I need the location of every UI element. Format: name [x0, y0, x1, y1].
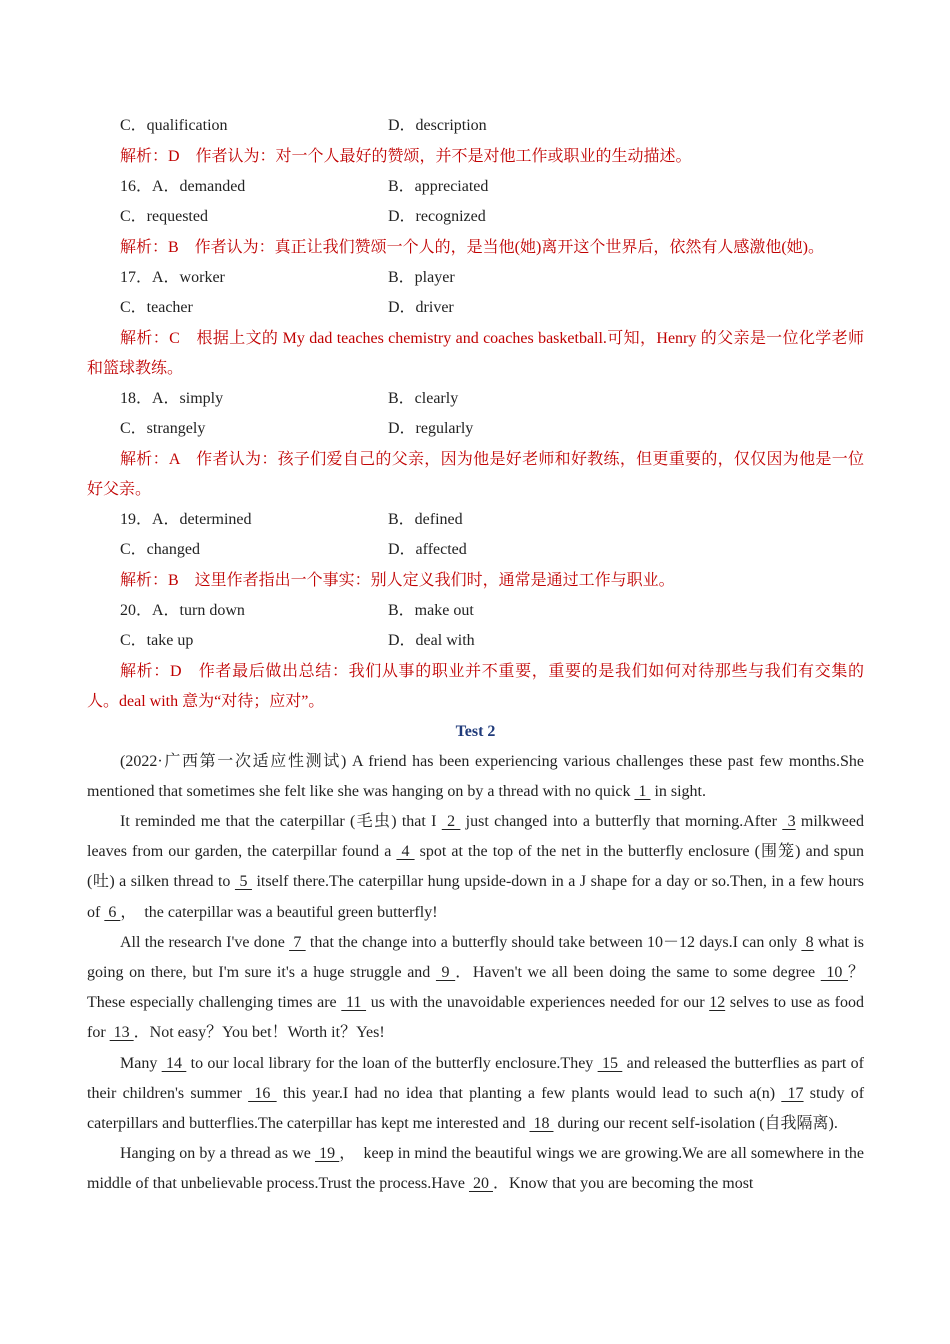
passage-text: during our recent self-isolation (自我隔离). [553, 1114, 838, 1132]
option-19-a: 19．A．determined [120, 510, 252, 528]
options-row-q16-ab [87, 172, 864, 203]
passage-paragraph-1 [87, 747, 864, 807]
passage-text: (2022·广西第一次适应性测试) A friend has been experiencing various challenges these past few months.She mentioned that sometimes she felt like she was hanging on by a thread with no quick [87, 752, 864, 800]
blank-13: 13 [109, 1024, 134, 1042]
passage-text: spot at the top of the net in the butterfly enclosure (围笼) and spun (吐) a silken thread to [87, 843, 864, 891]
option-20-b: B．make out [388, 601, 474, 619]
passage-text: us with the unavoidable experiences needed for our [366, 994, 710, 1012]
option-17-b: B．player [388, 268, 455, 286]
passage-text: ．Not easy？You bet！Worth it？Yes! [133, 1024, 385, 1042]
options-row-q17-ab [87, 263, 864, 294]
passage-text: ， the caterpillar was a beautiful green butterfly! [120, 903, 438, 921]
blank-10: 10 [820, 963, 848, 981]
blank-5: 5 [234, 873, 252, 891]
answer-15: 解析：D 作者认为：对一个人最好的赞颂，并不是对他工作或职业的生动描述。 [120, 147, 692, 165]
options-row-q19-ab [87, 505, 864, 536]
passage-paragraph-4 [87, 1049, 864, 1140]
passage-paragraph-2 [87, 807, 864, 928]
option-18-c: C．strangely [120, 420, 206, 437]
passage-text: ．Know that you are becoming the most [492, 1175, 754, 1193]
options-row-q19-cd [87, 535, 864, 566]
options-row-q20-ab [87, 596, 864, 627]
blank-4: 4 [396, 843, 415, 861]
option-19-c: C．changed [120, 541, 200, 558]
option-16-c: C．requested [120, 208, 208, 225]
test-heading: Test 2 [455, 722, 496, 740]
passage-text: and released the butterflies as part of their children's summer [87, 1054, 865, 1102]
passage-text: to our local library for the loan of the butterfly enclosure.They [186, 1054, 598, 1072]
blank-7: 7 [289, 933, 306, 951]
passage-text: Many [120, 1054, 162, 1072]
blank-2: 2 [441, 812, 461, 830]
passage-text: Hanging on by a thread as we [120, 1145, 315, 1163]
passage-text: that the change into a butterfly should take between 10－12 days.I can only [305, 933, 802, 951]
options-row-q17-cd [87, 293, 864, 324]
passage-text: ？ These especially challenging times are [87, 963, 881, 1012]
answer-19: 解析：B 这里作者指出一个事实：别人定义我们时，通常是通过工作与职业。 [120, 571, 675, 589]
passage-text: It reminded me that the caterpillar (毛虫) that I [120, 812, 442, 830]
blank-17: 17 [781, 1084, 804, 1102]
answer-18: 解析：A 作者认为：孩子们爱自己的父亲，因为他是好老师和好教练，但更重要的，仅仅因为他是一位好父亲。 [87, 450, 864, 498]
option-16-d: D．recognized [388, 208, 486, 225]
options-row-q20-cd [87, 626, 864, 657]
blank-20: 20 [468, 1175, 493, 1193]
blank-6: 6 [104, 903, 121, 921]
document-content [87, 111, 881, 1200]
options-row-q16-cd [87, 202, 864, 233]
passage-text: milkweed leaves from our garden, the caterpillar found a [87, 812, 865, 861]
option-18-d: D．regularly [388, 420, 474, 437]
blank-15: 15 [597, 1054, 623, 1072]
passage-text: itself there.The caterpillar hung upside-down in a J shape for a day or so.Then, in a few hours of [87, 873, 865, 921]
passage-text: in sight. [650, 782, 706, 800]
option-18-b: B．clearly [388, 389, 459, 407]
option-17-a: 17．A．worker [120, 268, 225, 286]
blank-11: 11 [341, 994, 367, 1012]
blank-18: 18 [529, 1114, 554, 1132]
option-19-b: B．defined [388, 510, 463, 528]
options-row-q15-cd [87, 111, 864, 142]
answer-17: 解析：C 根据上文的 My dad teaches chemistry and coaches basketball.可知，Henry 的父亲是一位化学老师和篮球教练。 [87, 329, 864, 377]
blank-1: 1 [634, 782, 651, 800]
passage-text: study of caterpillars and butterflies.The caterpillar has kept me interested and [87, 1084, 865, 1132]
blank-3: 3 [782, 812, 796, 830]
blank-14: 14 [161, 1054, 187, 1072]
options-row-q18-ab [87, 384, 864, 415]
passage-text: what is going on there, but I'm sure it's a huge struggle and [87, 933, 864, 981]
passage-text: ， keep in mind the beautiful wings we are growing.We are all somewhere in the middle of that unbelievable process.Trust the process.Have [87, 1145, 865, 1193]
blank-8: 8 [801, 933, 814, 951]
option-20-c: C．take up [120, 632, 194, 649]
option-15-d: D．description [388, 117, 487, 134]
blank-9: 9 [435, 963, 456, 981]
option-17-c: C．teacher [120, 299, 193, 316]
passage-text: All the research I've done [120, 933, 290, 951]
options-row-q18-cd [87, 414, 864, 445]
answer-16: 解析：B 作者认为：真正让我们赞颂一个人的，是当他(她)离开这个世界后，依然有人感激他(她)。 [120, 238, 824, 256]
blank-16: 16 [248, 1084, 277, 1102]
blank-19: 19 [315, 1145, 340, 1163]
option-17-d: D．driver [388, 299, 454, 316]
option-15-c: C．qualification [120, 117, 228, 134]
answer-20: 解析：D 作者最后做出总结：我们从事的职业并不重要，重要的是我们如何对待那些与我们有交集的人。deal with 意为“对待；应对”。 [87, 662, 864, 710]
passage-text: this year.I had no idea that planting a few plants would lead to such a(n) [276, 1084, 782, 1102]
passage-paragraph-5 [87, 1139, 864, 1199]
option-20-a: 20．A．turn down [120, 601, 245, 619]
option-20-d: D．deal with [388, 632, 475, 649]
passage-text: selves to use as food for [87, 994, 865, 1042]
option-16-b: B．appreciated [388, 177, 489, 195]
option-16-a: 16．A．demanded [120, 177, 246, 195]
blank-12: 12 [709, 994, 726, 1012]
option-18-a: 18．A．simply [120, 389, 224, 407]
passage-text: ．Haven't we all been doing the same to some degree [455, 963, 821, 981]
option-19-d: D．affected [388, 541, 467, 558]
passage-paragraph-3 [87, 928, 881, 1049]
passage-text: just changed into a butterfly that morning.After [460, 812, 783, 830]
